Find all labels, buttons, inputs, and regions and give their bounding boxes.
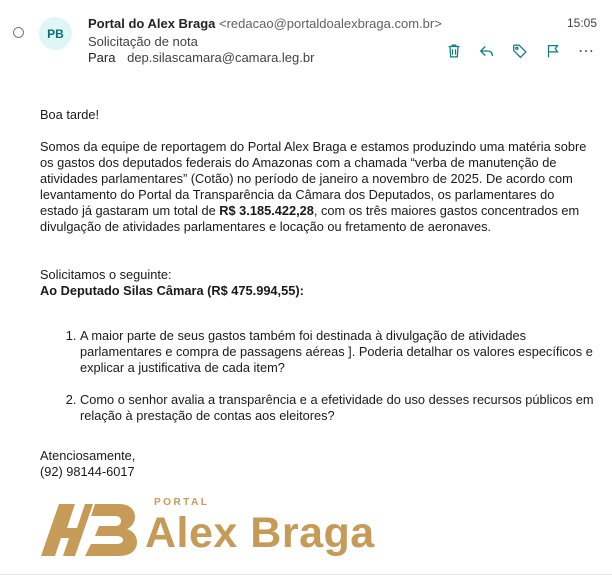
question-list — [40, 328, 595, 424]
list-item: 2. Como o senhor avalia a transparência e a efetividade do uso desses recursos públicos em relação à prestação de contas aos eleitores? — [80, 392, 595, 424]
sender-line — [88, 16, 442, 31]
recipient-address[interactable]: dep.silascamara@camara.leg.br — [127, 50, 315, 65]
request-intro: Solicitamos o seguinte: — [40, 267, 172, 282]
ab-monogram-icon — [41, 504, 137, 556]
avatar[interactable]: PB — [39, 17, 72, 50]
trash-icon — [445, 42, 463, 60]
recipient-line — [88, 50, 314, 65]
list-item: 1. A maior parte de seus gastos também foi destinada à divulgação de atividades parlamentares e compra de passagens aéreas ]. Poderia detalhar os valores específicos e explicar a justificativa de cada item? — [80, 328, 595, 376]
email-header — [0, 0, 612, 80]
portal-logo — [41, 494, 401, 560]
logo-portal-text: PORTAL — [154, 497, 210, 508]
reply-icon — [478, 42, 496, 60]
flag-button[interactable] — [542, 40, 564, 62]
request-target: Ao Deputado Silas Câmara (R$ 475.994,55): — [40, 283, 304, 298]
sender-name[interactable]: Portal do Alex Braga — [88, 16, 216, 31]
divider — [0, 574, 612, 575]
more-icon: ⋯ — [578, 43, 594, 60]
recipient-label: Para — [88, 50, 116, 65]
select-radio[interactable] — [13, 27, 24, 38]
more-actions-button[interactable] — [575, 40, 597, 62]
reply-button[interactable] — [476, 40, 498, 62]
email-time: 15:05 — [566, 16, 597, 30]
tag-icon — [511, 42, 529, 60]
delete-button[interactable] — [443, 40, 465, 62]
email-body — [40, 107, 595, 480]
phone-number[interactable]: (92) 98144-6017 — [40, 464, 135, 479]
total-amount: R$ 3.185.422,28 — [219, 203, 314, 218]
sender-email[interactable]: <redacao@portaldoalexbraga.com.br> — [219, 16, 442, 31]
email-subject: Solicitação de nota — [88, 34, 198, 49]
tag-button[interactable] — [509, 40, 531, 62]
logo-name-text: Alex Braga — [145, 509, 375, 557]
paragraph-intro-part2: , com os três maiores gastos concentrados em divulgação de atividades parlamentares e locação ou fretamento de aeronaves. — [40, 203, 580, 234]
action-toolbar — [443, 40, 597, 62]
paragraph-intro — [40, 139, 595, 235]
closing: Atenciosamente, — [40, 448, 136, 463]
paragraph-intro-part1: Somos da equipe de reportagem do Portal Alex Braga e estamos produzindo uma matéria sobre os gastos dos deputados federais do Amazonas com a chamada “verba de manutenção de atividades parlamentares” (Cotão) no período de janeiro a novembro de 2025. De acordo com levantamento do Portal da Transparência da Câmara dos Deputados, os parlamentares do estado já gastaram um total de — [40, 139, 587, 218]
flag-icon — [544, 42, 562, 60]
greeting: Boa tarde! — [40, 107, 100, 122]
